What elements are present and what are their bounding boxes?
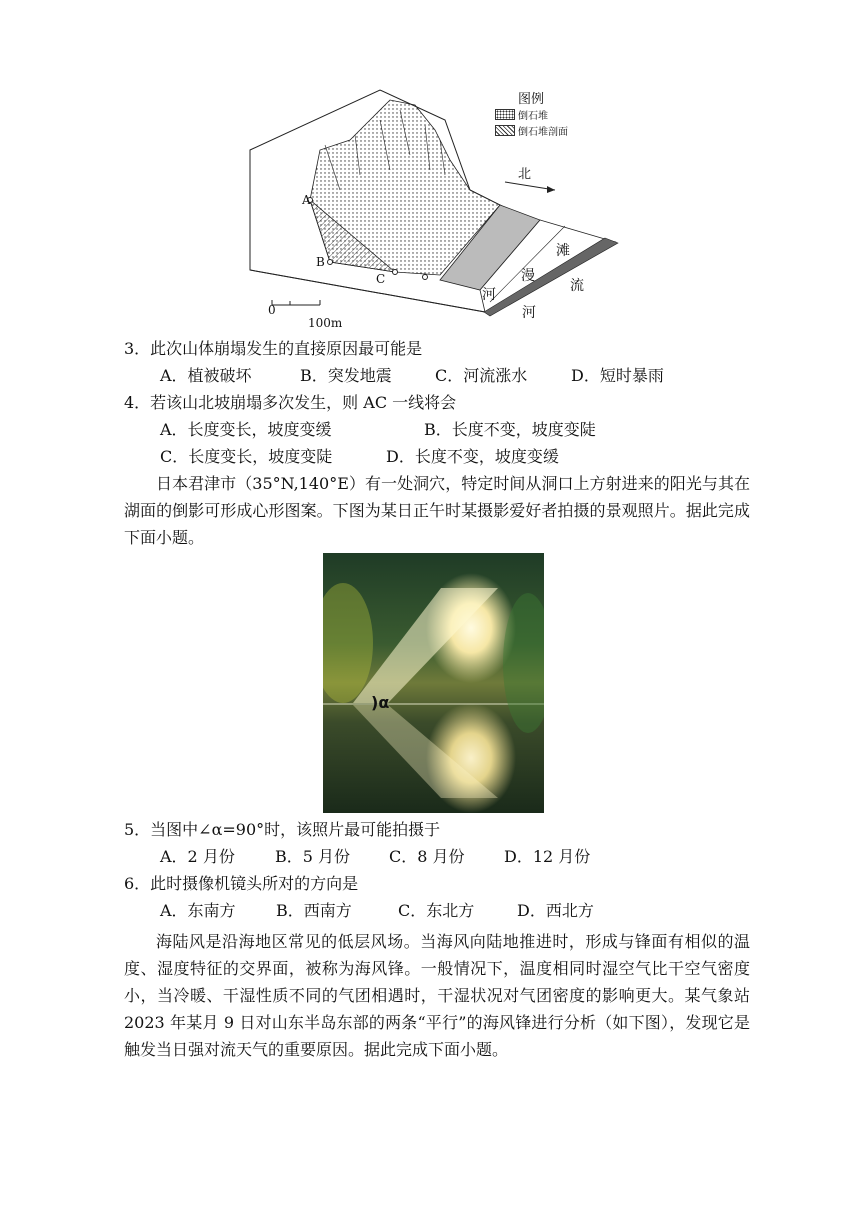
q3-stem: 3．此次山体崩塌发生的直接原因最可能是 bbox=[124, 339, 423, 358]
legend-talus-section-label: 倒石堆剖面 bbox=[518, 127, 568, 138]
legend-talus-label: 倒石堆 bbox=[518, 111, 548, 122]
passage-cave-sunlight: 日本君津市（35°N,140°E）有一处洞穴，特定时间从洞口上方射进来的阳光与其在湖面的倒影可形成心形图案。下图为某日正午时某摄影爱好者拍摄的景观照片。据此完成下面小题。 bbox=[124, 474, 750, 547]
q6-option-a: A．东南方 bbox=[160, 901, 236, 920]
q6-option-d: D．西北方 bbox=[517, 901, 594, 920]
north-label: 北 bbox=[518, 167, 532, 182]
point-b-label: B bbox=[316, 255, 325, 269]
q6-stem: 6．此时摄像机镜头所对的方向是 bbox=[124, 874, 359, 893]
q4-option-a: A．长度变长，坡度变缓 bbox=[160, 420, 332, 439]
legend-title: 图例 bbox=[518, 92, 545, 107]
river-char-1: 河 bbox=[522, 305, 536, 321]
q3-option-d: D．短时暴雨 bbox=[571, 366, 664, 385]
q3-option-a: A．植被破坏 bbox=[160, 366, 252, 385]
q6-option-c: C．东北方 bbox=[398, 901, 475, 920]
angle-alpha-label: )α bbox=[371, 693, 390, 712]
q4-option-b: B．长度不变，坡度变陡 bbox=[424, 420, 596, 439]
q5-option-d: D．12 月份 bbox=[504, 847, 591, 866]
cave-heart-photo bbox=[323, 553, 544, 813]
collapse-block-diagram bbox=[240, 80, 630, 335]
scale-zero: 0 bbox=[268, 303, 276, 317]
q6-option-b: B．西南方 bbox=[276, 901, 352, 920]
q3-option-c: C．河流涨水 bbox=[435, 366, 528, 385]
q4-option-d: D．长度不变，坡度变缓 bbox=[386, 447, 559, 466]
block-diagram-svg bbox=[240, 80, 630, 335]
q4-stem: 4．若该山北坡崩塌多次发生，则 AC 一线将会 bbox=[124, 393, 457, 412]
q3-option-b: B．突发地震 bbox=[300, 366, 392, 385]
photo-overlay-svg bbox=[323, 553, 544, 813]
floodplain-char-1: 河 bbox=[482, 287, 496, 303]
scale-distance: 100m bbox=[308, 316, 343, 330]
floodplain-char-2: 漫 bbox=[521, 268, 535, 284]
q5-stem: 5．当图中∠α=90°时，该照片最可能拍摄于 bbox=[124, 820, 441, 839]
passage-sea-breeze-front: 海陆风是沿海地区常见的低层风场。当海风向陆地推进时，形成与锋面有相似的温度、湿度特征的交界面，被称为海风锋。一般情况下，温度相同时湿空气比干空气密度小，当冷暖、干湿性质不同的气团相遇时，干湿状况对气团密度的影响更大。某气象站 2023 年某月 9 日对山东半岛东部的两条“平行”的海风锋进行分析（如下图），发现它是触发当日强对流天气的重要原因。据此完成下面小题。 bbox=[124, 932, 750, 1059]
q5-option-a: A．2 月份 bbox=[160, 847, 235, 866]
q5-option-b: B．5 月份 bbox=[275, 847, 351, 866]
legend-item-talus-section bbox=[495, 123, 568, 138]
river-char-2: 流 bbox=[570, 278, 584, 294]
point-a-label: A bbox=[302, 193, 311, 207]
talus-swatch bbox=[495, 109, 515, 120]
talus-section-swatch bbox=[495, 125, 515, 136]
q5-option-c: C．8 月份 bbox=[389, 847, 465, 866]
legend-item-talus bbox=[495, 107, 548, 122]
q4-option-c: C．长度变长，坡度变陡 bbox=[160, 447, 333, 466]
floodplain-char-3: 滩 bbox=[556, 243, 570, 259]
point-c-label: C bbox=[376, 272, 386, 286]
